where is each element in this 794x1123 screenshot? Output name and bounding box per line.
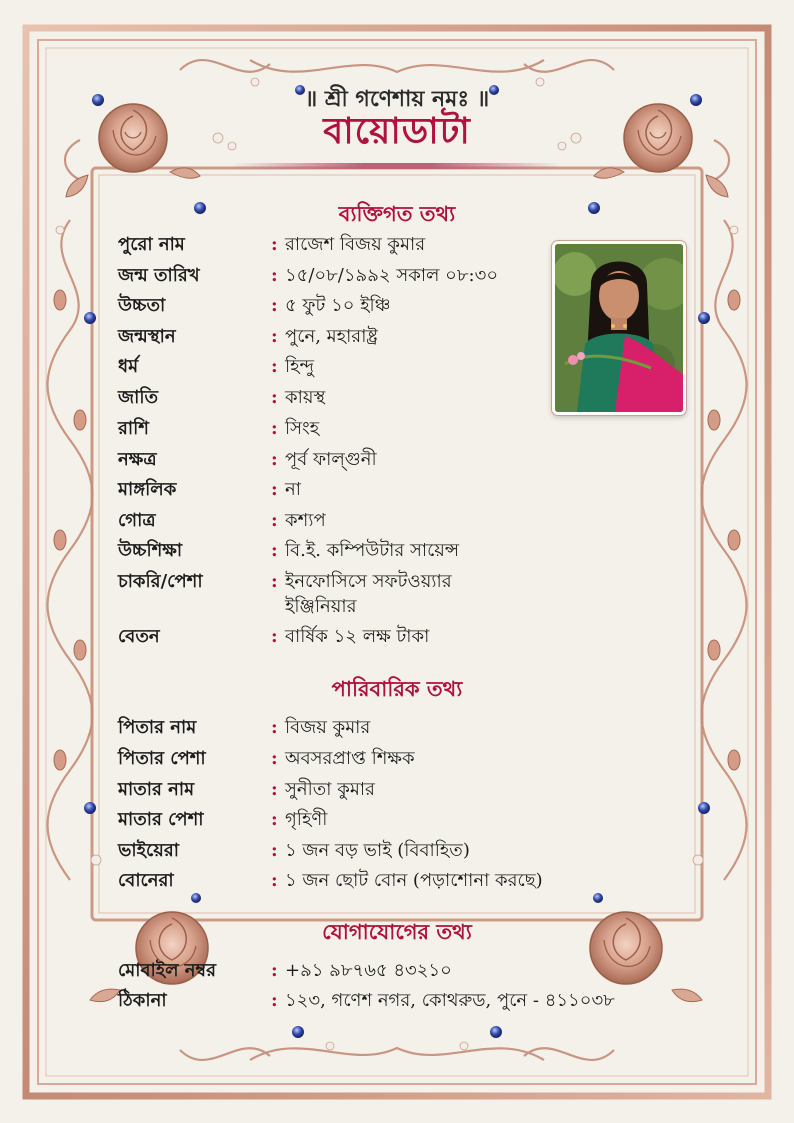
page-title: বায়োডাটা: [323, 110, 471, 152]
row-label: চাকরি/পেশা: [118, 571, 203, 592]
row-separator: :: [271, 840, 278, 861]
row-value: রাজেশ বিজয় কুমার: [285, 234, 426, 255]
row-value: পূর্ব ফাল্গুনী: [285, 449, 377, 470]
row-label: ভাইয়েরা: [118, 840, 179, 861]
row-label: বোনেরা: [118, 870, 174, 891]
row-value: সুনীতা কুমার: [285, 779, 375, 800]
row-separator: :: [271, 870, 278, 891]
row-value: বার্ষিক ১২ লক্ষ টাকা: [285, 626, 430, 647]
row-value: পুনে, মহারাষ্ট্র: [285, 326, 378, 347]
row-label: ঠিকানা: [118, 990, 167, 1011]
invocation-text: ॥ শ্রী গণেশায় নমঃ ॥: [304, 86, 490, 112]
row-value: ১ জন বড় ভাই (বিবাহিত): [285, 840, 470, 861]
row-value: বি.ই. কম্পিউটার সায়েন্স: [285, 540, 460, 561]
row-value: কশ্যপ: [285, 510, 326, 531]
row-value: গৃহিণী: [285, 809, 328, 830]
row-label: রাশি: [118, 418, 149, 439]
row-separator: :: [271, 234, 278, 255]
portrait-illustration: [555, 244, 683, 412]
row-value: ৫ ফুট ১০ ইঞ্চি: [285, 295, 391, 316]
row-value: সিংহ: [285, 418, 320, 439]
row-label: নক্ষত্র: [118, 449, 157, 470]
section-title-family: পারিবারিক তথ্য: [331, 676, 463, 701]
row-separator: :: [271, 418, 278, 439]
row-value: ১২৩, গণেশ নগর, কোথরুড, পুনে - ৪১১০৩৮: [285, 990, 615, 1011]
row-separator: :: [271, 571, 278, 592]
row-value: অবসরপ্রাপ্ত শিক্ষক: [285, 748, 415, 769]
row-separator: :: [271, 717, 278, 738]
row-label: ধর্ম: [118, 356, 139, 377]
row-separator: :: [271, 809, 278, 830]
row-label: জন্ম তারিখ: [118, 265, 200, 286]
row-value: বিজয় কুমার: [285, 717, 371, 738]
row-separator: :: [271, 326, 278, 347]
row-separator: :: [271, 479, 278, 500]
row-value: কায়স্থ: [285, 387, 326, 408]
row-separator: :: [271, 540, 278, 561]
row-separator: :: [271, 449, 278, 470]
row-label: পিতার নাম: [118, 717, 197, 738]
row-value: +৯১ ৯৮৭৬৫ ৪৩২১০: [285, 960, 452, 981]
row-label: উচ্চতা: [118, 295, 166, 316]
row-separator: :: [271, 387, 278, 408]
row-value-continued: ইঞ্জিনিয়ার: [285, 596, 357, 617]
row-label: পিতার পেশা: [118, 748, 206, 769]
row-label: পুরো নাম: [118, 234, 185, 255]
row-separator: :: [271, 960, 278, 981]
row-label: জন্মস্থান: [118, 326, 176, 347]
row-value: ১ জন ছোট বোন (পড়াশোনা করছে): [285, 870, 543, 891]
row-separator: :: [271, 356, 278, 377]
row-separator: :: [271, 626, 278, 647]
row-separator: :: [271, 510, 278, 531]
row-separator: :: [271, 295, 278, 316]
section-title-contact: যোগাযোগের তথ্য: [322, 919, 472, 944]
row-label: মাতার পেশা: [118, 809, 204, 830]
row-label: মাঙ্গলিক: [118, 479, 177, 500]
row-label: মাতার নাম: [118, 779, 195, 800]
row-separator: :: [271, 748, 278, 769]
title-underline: [232, 163, 562, 169]
row-label: মোবাইল নম্বর: [118, 960, 217, 981]
row-separator: :: [271, 779, 278, 800]
row-label: বেতন: [118, 626, 160, 647]
row-value: না: [285, 479, 301, 500]
row-label: গোত্র: [118, 510, 156, 531]
row-label: উচ্চশিক্ষা: [118, 540, 183, 561]
row-value: ইনফোসিসে সফটওয়্যার: [285, 571, 452, 592]
section-title-personal: ব্যক্তিগত তথ্য: [338, 201, 456, 226]
row-value: ১৫/০৮/১৯৯২ সকাল ০৮:৩০: [285, 265, 499, 286]
row-label: জাতি: [118, 387, 158, 408]
profile-photo: [552, 241, 686, 415]
row-value: হিন্দু: [285, 356, 315, 377]
row-separator: :: [271, 990, 278, 1011]
row-separator: :: [271, 265, 278, 286]
